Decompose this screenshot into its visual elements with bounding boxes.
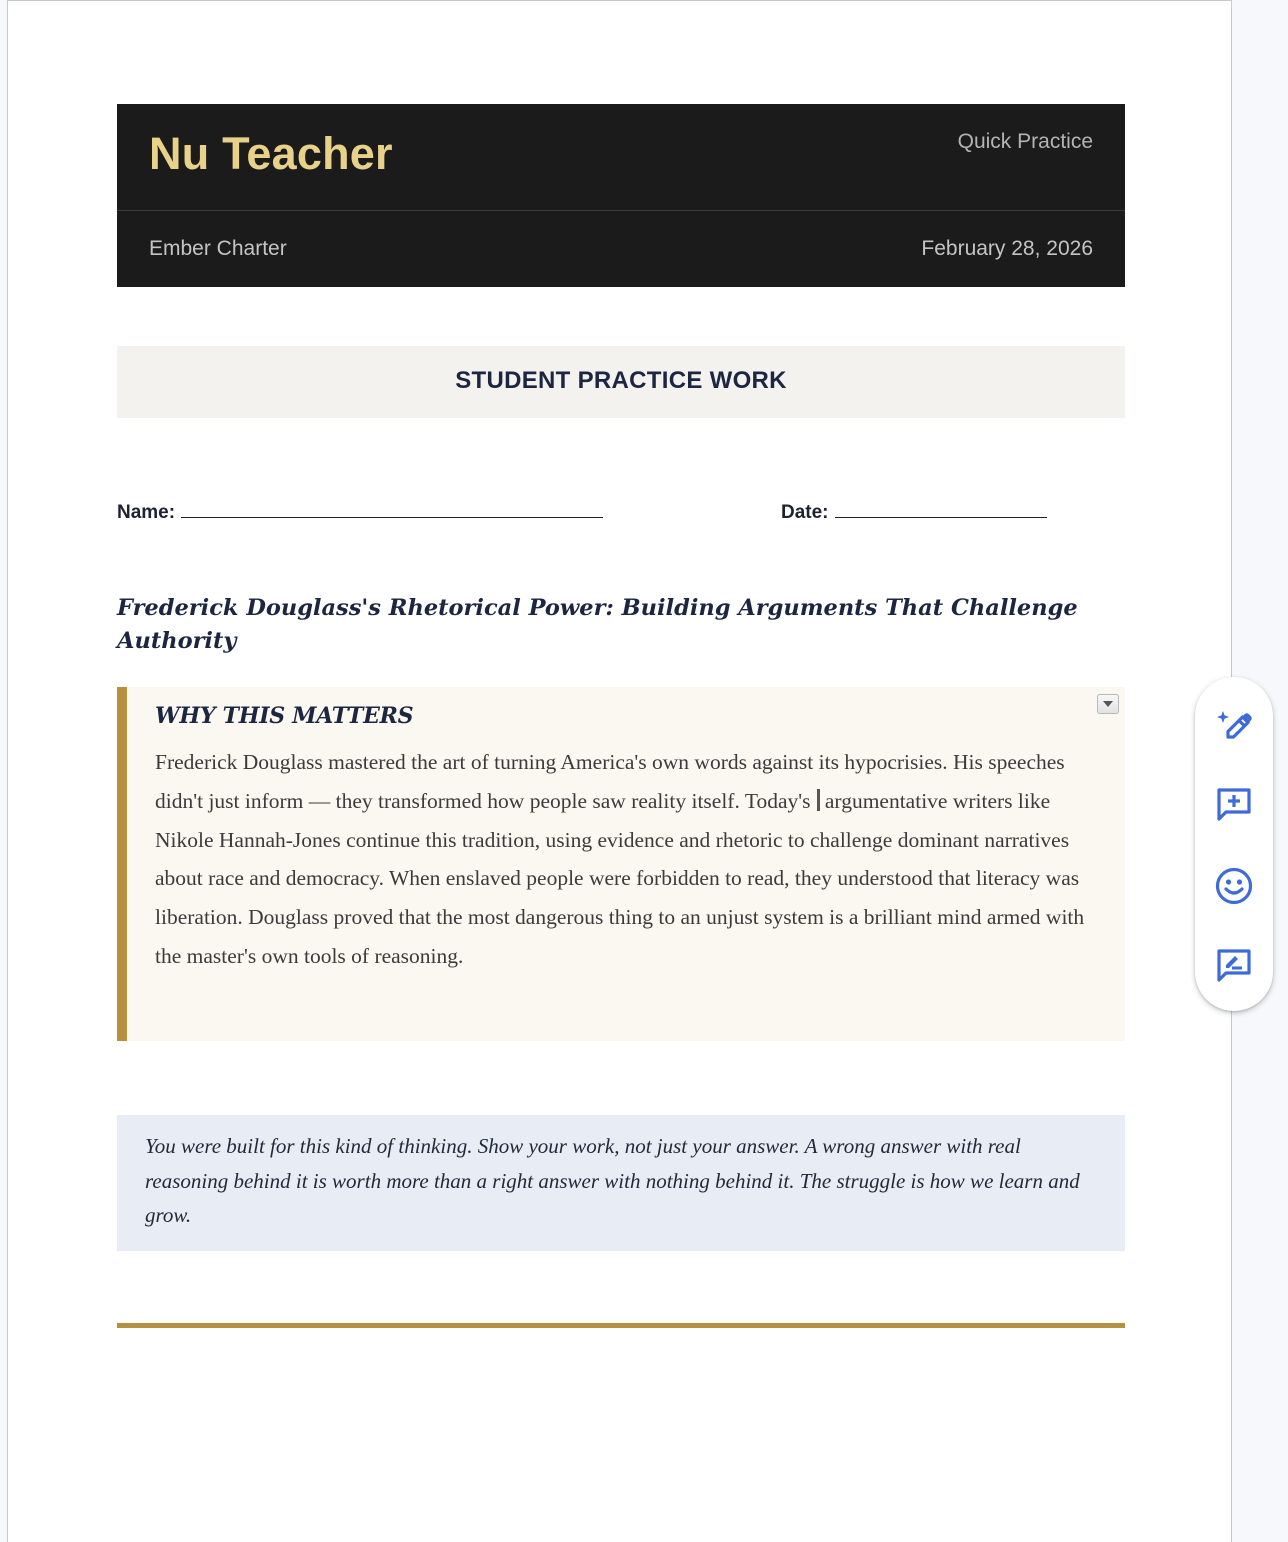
why-this-matters-box	[117, 687, 1125, 1041]
name-blank-line[interactable]	[181, 498, 603, 518]
school-name: Ember Charter	[149, 237, 287, 260]
edit-sparkle-icon	[1214, 704, 1254, 744]
worksheet-header	[117, 104, 1125, 287]
brand-name: Nu Teacher	[149, 128, 393, 179]
floating-side-toolbar	[1195, 677, 1273, 1011]
why-body[interactable]	[155, 743, 1095, 976]
practice-type-label: Quick Practice	[957, 130, 1093, 153]
why-body-text-2: argumentative writers like Nikole Hannah-Jones continue this tradition, using evidence and rhetoric to challenge dominant narratives about race and democracy. When enslaved people were forbidden to read, they understood that literacy was liberation. Douglass proved that the most dangerous thing to an unjust system is a brilliant mind armed with the master's own tools of reasoning.	[155, 788, 1085, 968]
encouragement-text: You were built for this kind of thinking. Show your work, not just your answer. A wrong answer with real reasoning behind it is worth more than a right answer with nothing behind it. The struggle is how we learn and grow.	[145, 1134, 1080, 1227]
collapse-dropdown-icon[interactable]	[1097, 694, 1119, 714]
why-body-text-1: Frederick Douglass mastered the art of turning America's own words against its hypocrisies. His speeches didn't just inform — they transformed how people saw reality itself. Today's	[155, 750, 1065, 813]
date-blank-line[interactable]	[835, 498, 1047, 518]
date-field[interactable]	[781, 498, 1047, 524]
name-label: Name:	[117, 502, 176, 523]
why-heading: WHY THIS MATTERS	[155, 703, 414, 729]
name-field[interactable]	[117, 498, 603, 524]
emoji-reaction-button[interactable]	[1214, 866, 1254, 906]
emoji-icon	[1214, 866, 1254, 906]
gold-divider	[117, 1323, 1125, 1328]
add-comment-button[interactable]	[1214, 784, 1254, 824]
header-date: February 28, 2026	[921, 237, 1093, 260]
text-cursor	[817, 789, 820, 811]
document-page	[7, 0, 1232, 1542]
add-comment-icon	[1214, 784, 1254, 824]
encouragement-box	[117, 1115, 1125, 1251]
date-label: Date:	[781, 502, 829, 523]
header-top-row	[117, 104, 1125, 211]
suggest-edit-button[interactable]	[1214, 945, 1254, 985]
page-title-banner: STUDENT PRACTICE WORK	[117, 346, 1125, 418]
edit-sparkle-button[interactable]	[1214, 704, 1254, 744]
suggest-edit-icon	[1214, 945, 1254, 985]
lesson-title: Frederick Douglass's Rhetorical Power: Building Arguments That Challenge Authority	[117, 595, 1078, 654]
